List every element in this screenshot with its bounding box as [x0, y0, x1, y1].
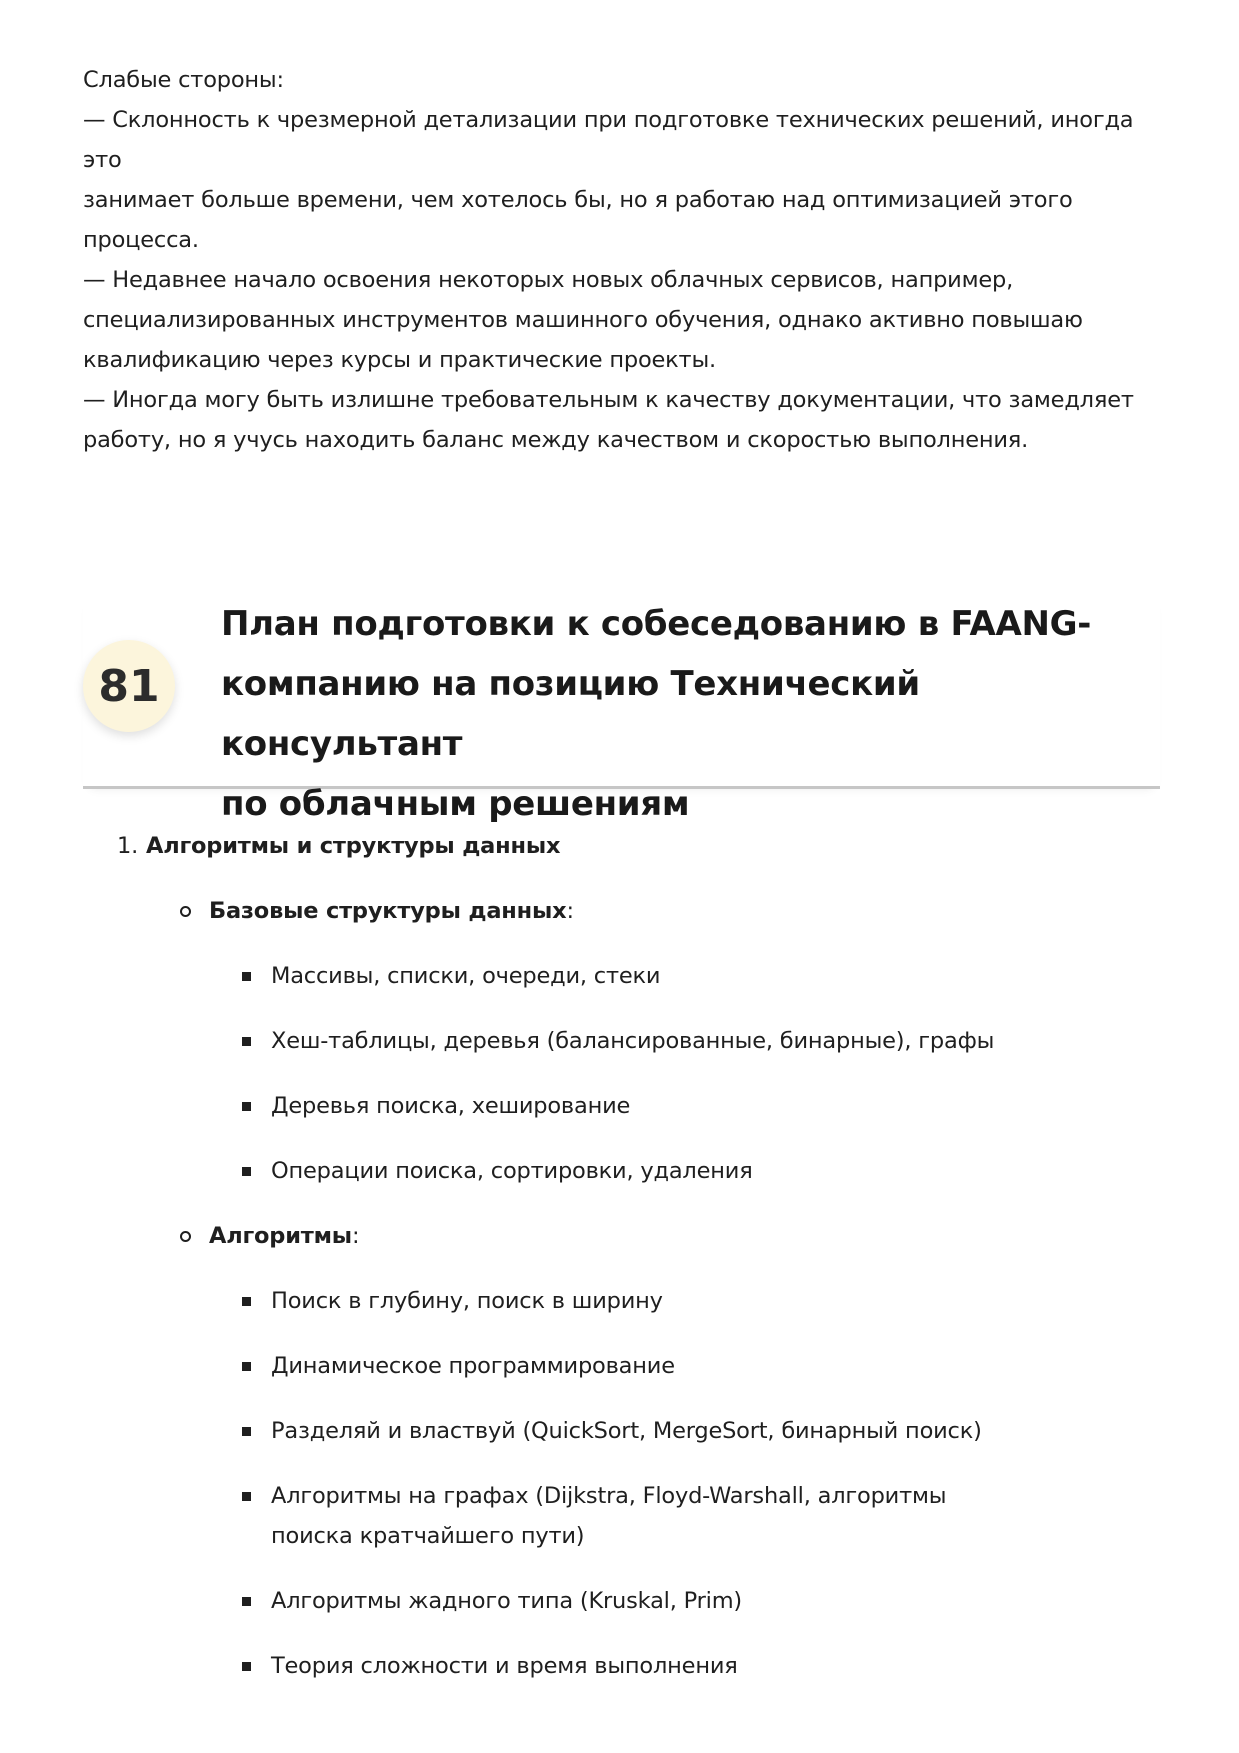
- list-item: [83, 1281, 1163, 1321]
- list-item-text: Динамическое программирование: [271, 1353, 675, 1379]
- weakness-line: — Склонность к чрезмерной детализации при подготовке технических решений, иногда это: [83, 107, 1134, 173]
- section-title-line: по облачным решениям: [221, 784, 690, 824]
- plan-item-title: Алгоритмы и структуры данных: [146, 833, 561, 859]
- weaknesses-text: [83, 60, 1163, 460]
- plan-item-1: [83, 826, 1163, 866]
- circle-bullet-icon: [180, 1231, 191, 1242]
- subsection-title: Базовые структуры данных: [209, 898, 567, 924]
- weakness-line: работу, но я учусь находить баланс между качеством и скоростью выполнения.: [83, 427, 1029, 453]
- square-bullet-icon: [242, 1037, 251, 1046]
- list-item: [83, 1086, 1163, 1126]
- list-item-text: Теория сложности и время выполнения: [271, 1653, 738, 1679]
- list-item-text: Поиск в глубину, поиск в ширину: [271, 1288, 663, 1314]
- list-item: [83, 1151, 1163, 1191]
- list-item: [83, 1021, 1163, 1061]
- square-bullet-icon: [242, 1297, 251, 1306]
- list-item-text: Деревья поиска, хеширование: [271, 1093, 631, 1119]
- weaknesses-label: Слабые стороны:: [83, 67, 284, 93]
- plan-list: [83, 826, 1163, 1686]
- subsection-suffix: :: [351, 1223, 360, 1249]
- list-item-text: Алгоритмы на графах (Dijkstra, Floyd-Warshall, алгоритмы поиска кратчайшего пути): [271, 1483, 947, 1549]
- subsection-data-structures: [83, 891, 1163, 931]
- section-number-badge: 81: [83, 640, 175, 732]
- square-bullet-icon: [242, 1427, 251, 1436]
- square-bullet-icon: [242, 1167, 251, 1176]
- weakness-line: специализированных инструментов машинного обучения, однако активно повышаю: [83, 307, 1083, 333]
- section-title: [221, 594, 1161, 834]
- square-bullet-icon: [242, 1597, 251, 1606]
- list-item: [83, 1411, 1163, 1451]
- list-item: [83, 1646, 1163, 1686]
- square-bullet-icon: [242, 1362, 251, 1371]
- weakness-line: квалификацию через курсы и практические проекты.: [83, 347, 716, 373]
- section-title-line: План подготовки к собеседованию в FAANG-: [221, 604, 1092, 644]
- section-title-line: компанию на позицию Технический консультант: [221, 664, 920, 764]
- square-bullet-icon: [242, 1662, 251, 1671]
- circle-bullet-icon: [180, 906, 191, 917]
- weakness-line: занимает больше времени, чем хотелось бы, но я работаю над оптимизацией этого: [83, 187, 1073, 213]
- list-item-text: Массивы, списки, очереди, стеки: [271, 963, 661, 989]
- list-item: [83, 1346, 1163, 1386]
- subsection-algorithms: [83, 1216, 1163, 1256]
- subsection-title: Алгоритмы: [209, 1223, 352, 1249]
- list-item: [83, 1581, 1163, 1621]
- intro-block: [83, 60, 1163, 460]
- square-bullet-icon: [242, 972, 251, 981]
- subsection-suffix: :: [566, 898, 574, 924]
- list-item: [83, 956, 1163, 996]
- list-item-text: Разделяй и властвуй (QuickSort, MergeSort, бинарный поиск): [271, 1418, 982, 1444]
- square-bullet-icon: [242, 1102, 251, 1111]
- section-header: [83, 594, 1160, 824]
- weakness-line: процесса.: [83, 227, 199, 253]
- list-item-text: Хеш-таблицы, деревья (балансированные, бинарные), графы: [271, 1028, 995, 1054]
- square-bullet-icon: [242, 1492, 251, 1501]
- weakness-line: — Иногда могу быть излишне требовательным к качеству документации, что замедляет: [83, 387, 1134, 413]
- list-item-text: Операции поиска, сортировки, удаления: [271, 1158, 753, 1184]
- list-item: [83, 1476, 1163, 1556]
- list-number: 1.: [117, 833, 139, 859]
- list-item-text: Алгоритмы жадного типа (Kruskal, Prim): [271, 1588, 742, 1614]
- weakness-line: — Недавнее начало освоения некоторых новых облачных сервисов, например,: [83, 267, 1014, 293]
